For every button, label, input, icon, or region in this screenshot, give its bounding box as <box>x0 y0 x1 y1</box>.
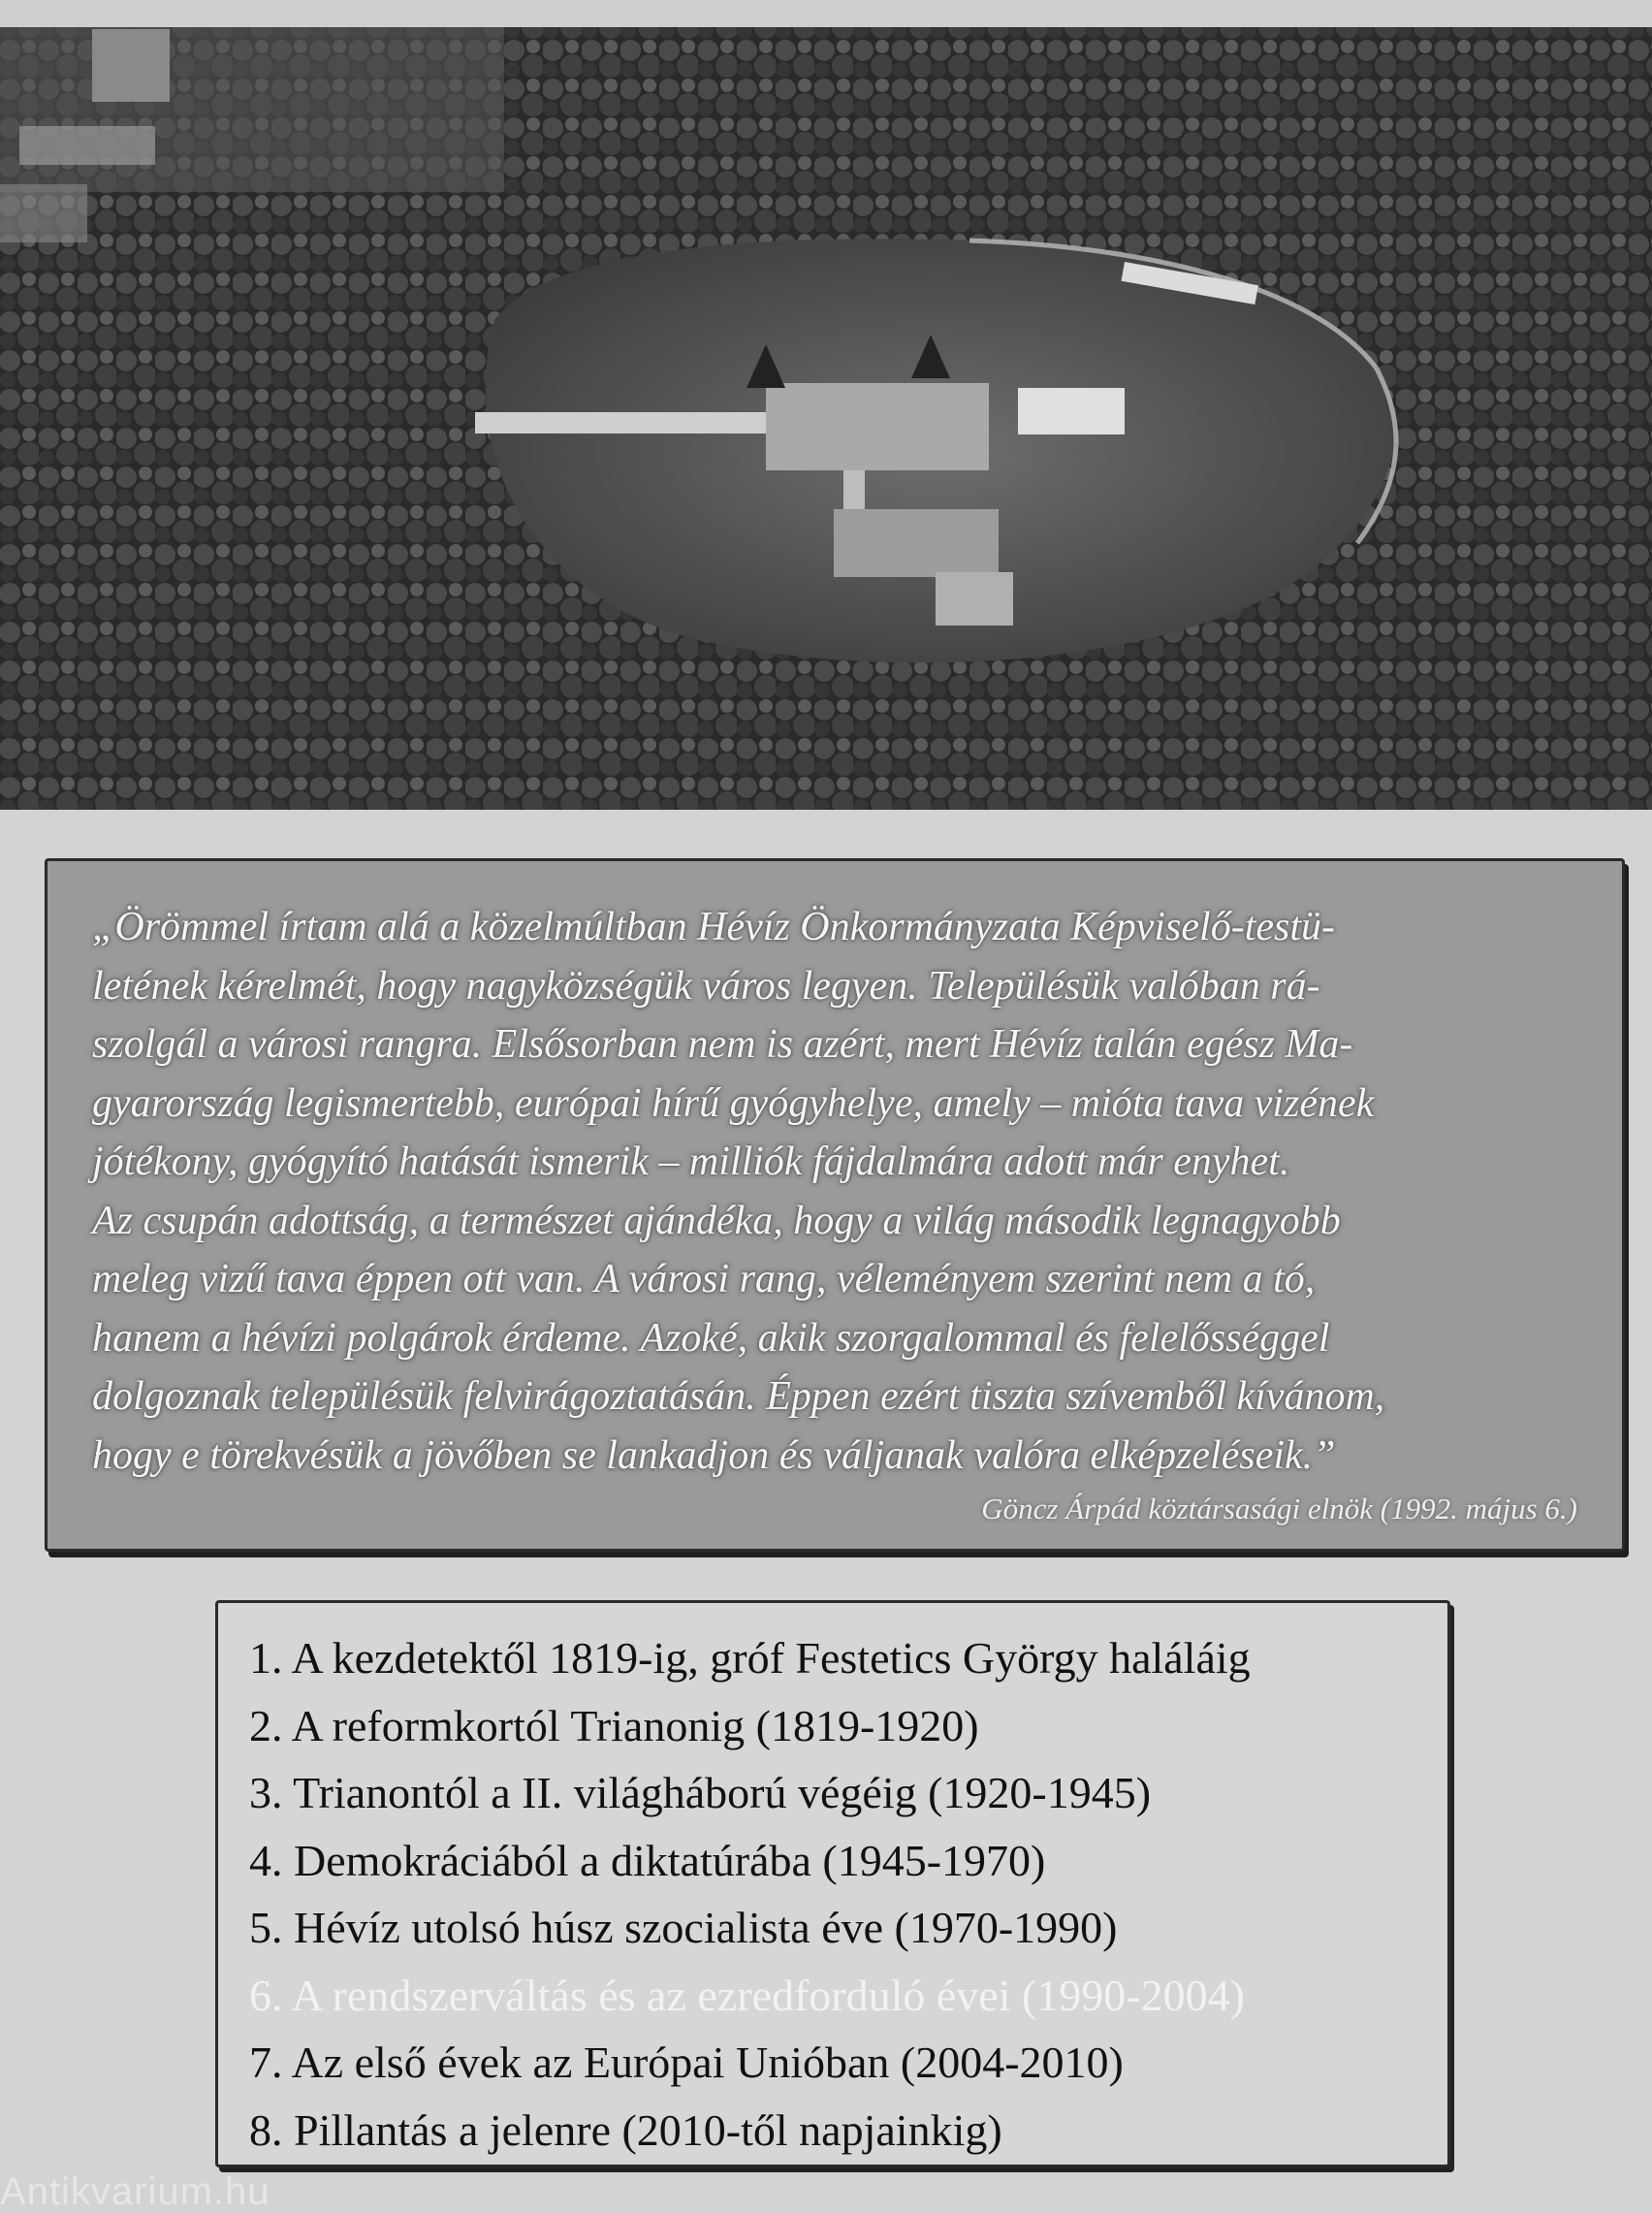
table-of-contents <box>215 1600 1450 2167</box>
chapter-item: 4. Demokráciából a diktatúrába (1945-1970) <box>249 1835 1046 1885</box>
quote-line: Az csupán adottság, a természet ajándéka, hogy a világ második legnagyobb <box>92 1198 1341 1243</box>
chapter-item: 1. A kezdetektől 1819-ig, gróf Festetics György haláláig <box>249 1633 1251 1683</box>
photo-top-border <box>0 0 1652 27</box>
quote-line: letének kérelmét, hogy nagyközségük város legyen. Településük valóban rá- <box>92 963 1320 1009</box>
chapter-item: 5. Hévíz utolsó húsz szocialista éve (1970-1990) <box>249 1903 1118 1952</box>
quote-line: meleg vizű tava éppen ott van. A városi rang, véleményem szerint nem a tó, <box>92 1257 1316 1301</box>
quote-line: jótékony, gyógyító hatását ismerik – milliók fájdalmára adott már enyhet. <box>92 1139 1290 1184</box>
chapter-item-current: 6. A rendszerváltás és az ezredforduló évei (1990-2004) <box>249 1970 1245 2020</box>
aerial-photo-heviz-lake <box>0 0 1652 810</box>
quote-attribution: Göncz Árpád köztársasági elnök (1992. május 6.) <box>981 1492 1577 1525</box>
quote-line: hanem a hévízi polgárok érdeme. Azoké, akik szorgalommal és felelősséggel <box>92 1315 1330 1361</box>
quote-line: gyarország legismertebb, európai hírű gyógyhelye, amely – mióta tava vizének <box>92 1080 1375 1126</box>
chapter-item: 8. Pillantás a jelenre (2010-től napjainkig) <box>249 2104 1002 2155</box>
quote-line: hogy e törekvésük a jövőben se lankadjon és váljanak valóra elképzeléseik.” <box>92 1432 1336 1478</box>
chapter-item: 7. Az első évek az Európai Unióban (2004-2010) <box>249 2038 1124 2087</box>
chapter-item: 2. A reformkortól Trianonig (1819-1920) <box>249 1700 979 1750</box>
watermark: Antikvarium.hu <box>0 2170 270 2213</box>
quote-line: „Örömmel írtam alá a közelmúltban Hévíz Önkormányzata Képviselő-testü- <box>92 905 1336 949</box>
chapter-item: 3. Trianontól a II. világháború végéig (1920-1945) <box>249 1768 1152 1817</box>
chapter-list <box>249 1624 1251 2164</box>
quote-line: szolgál a városi rangra. Elsősorban nem is azért, mert Hévíz talán egész Ma- <box>92 1022 1353 1067</box>
quote-text <box>92 898 1577 1485</box>
aerial-photo-illustration <box>0 0 1652 810</box>
quote-line: dolgoznak településük felvirágoztatásán. Éppen ezért tiszta szívemből kívánom, <box>92 1374 1385 1419</box>
quote-box <box>45 858 1625 1552</box>
